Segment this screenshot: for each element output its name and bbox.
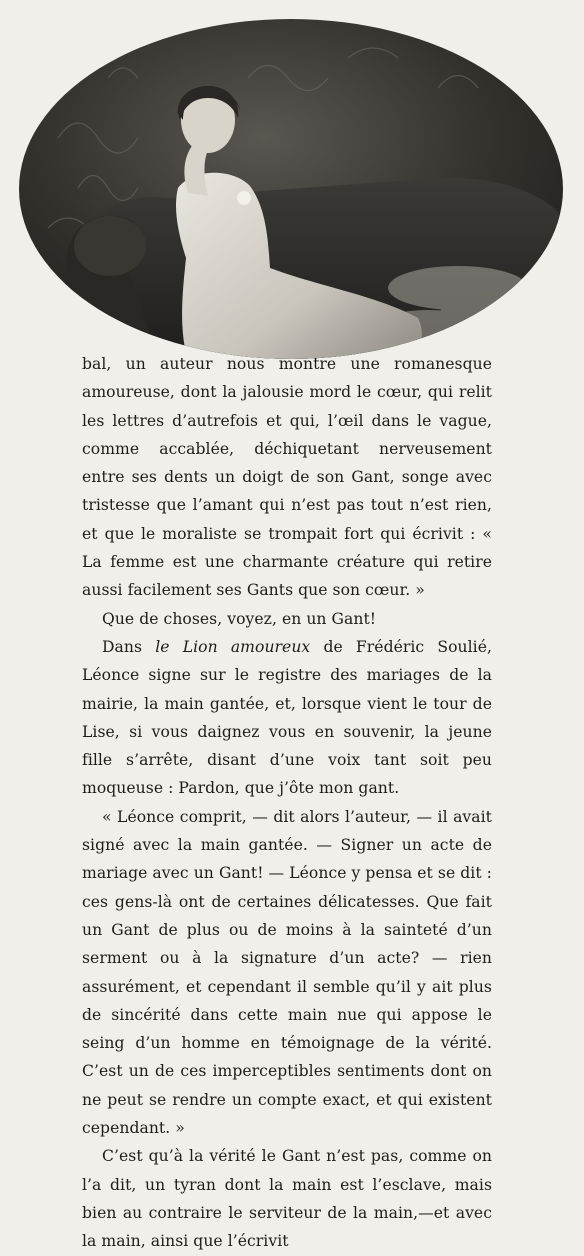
page-body-text [82,350,492,1256]
paragraph-3-lead: Dans [102,637,156,656]
work-title: le Lion amoureux [155,637,311,656]
illustration-drawing [18,18,564,360]
paragraph-2: Que de choses, voyez, en un Gant! [102,609,377,628]
paragraph-3 [82,633,492,803]
paragraph-5: C’est qu’à la vérité le Gant n’est pas, comme on l’a dit, un tyran dont la main est l’esclave, mais bien au contraire le serviteur de la main,—et avec la main, ainsi que l’écrivit [82,1147,492,1251]
paragraph-4: « Léonce comprit, — dit alors l’auteur, — il avait signé avec la main gantée. — Signer un acte de mariage avec un Gant! — Léonce y pensa et se dit : ces gens-là ont de certaines délicatesses. Que fait un Gant de plus ou de moins à la sainteté d’un serment ou à la signature d’un acte? — rien assurément, et cependant il semble qu’il y ait plus de sincérité dans cette main nue qui appose le seing d’un homme en témoignage de la vérité. C’est un de ces imperceptibles sentiments dont on ne peut se rendre un compte exact, et qui existent cependant. » [82,807,492,1138]
oval-illustration [18,18,564,360]
paragraph-3-rest: de Frédéric Soulié, Léonce signe sur le registre des mariages de la mairie, la main gantée, et, lorsque vient le tour de Lise, si vous daignez vous en souvenir, la jeune fille s’arrête, disant d’une voix tant soit peu moqueuse : Pardon, que j’ôte mon gant. [82,637,492,798]
paragraph-1: bal, un auteur nous montre une romanesque amoureuse, dont la jalousie mord le cœur, qui relit les lettres d’autrefois et qui, l’œil dans le vague, comme accablée, déchiquetant nerveusement entre ses dents un doigt de son Gant, songe avec tristesse que l’amant qui n’est pas tout n’est rien, et que le moraliste se trompait fort qui écrivit : « La femme est une charmante créature qui retire aussi facilement ses Gants que son cœur. » [82,355,492,600]
